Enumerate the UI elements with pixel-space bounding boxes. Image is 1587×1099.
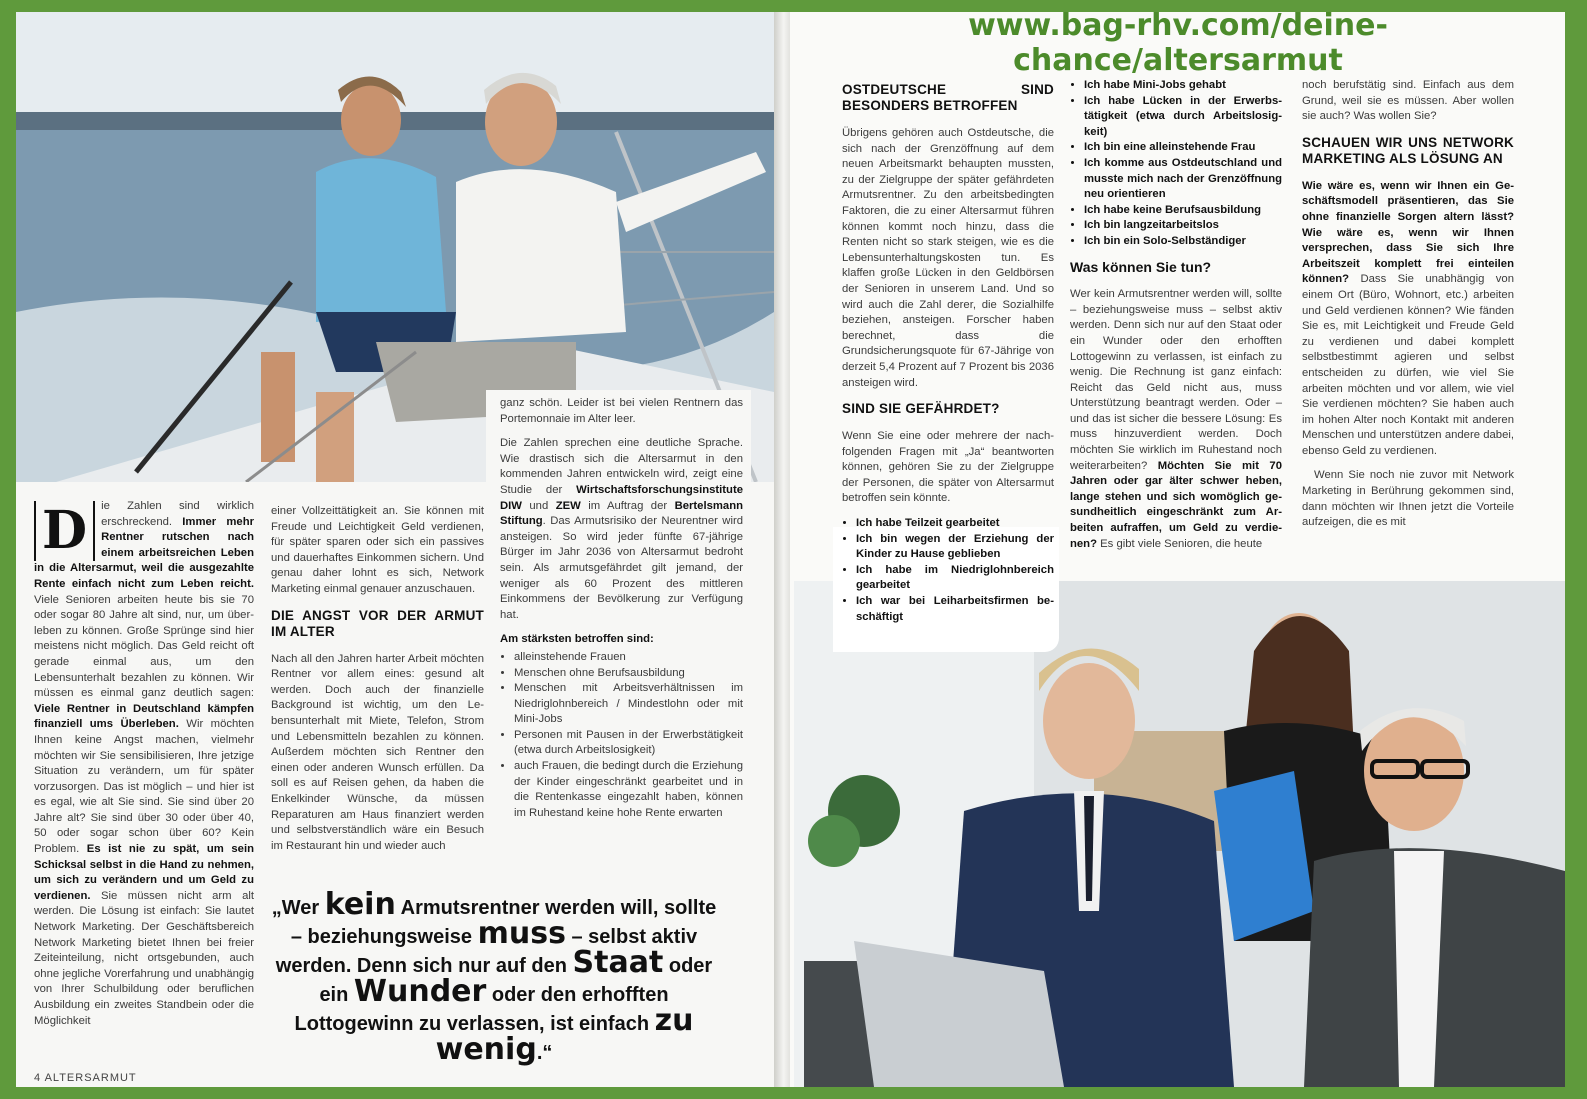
paragraph: einer Vollzeittätigkeit an. Sie können mit Freude und Leichtigkeit Geld verdienen, für später sparen oder sich ein passives und dauerhaftes Einkommen sichern. Und genau daher lohnt es sich, Network Marketing einmal genauer anzuschauen. (271, 505, 484, 595)
list-heading: Am stärksten betroffen sind: (500, 633, 654, 646)
office-scene-illustration (794, 581, 1565, 1087)
list-item: • Ich war bei Leiharbeitsfirmen beschäftigt (856, 594, 1054, 625)
article-column-5 (1070, 78, 1282, 561)
left-page (16, 12, 774, 1087)
paragraph: Übrigens gehören auch Ostdeutsche, die sich nach der Grenzöffnung auf dem neuen Arbeitsmarkt behaupten mussten, zu der Zielgruppe der später gefährdeten Armutsrentner. Zu den arbeitsbedingten Faktoren, die zu einer Altersarmut führen können kommt noch hinzu, dass die Renten nicht so stark steigen, wie es die Lebensunterhaltungskosten tun. Es klaffen große Lücken in den Geldbörsen der Senioren in unserem Land. Und so wird auch die Zahl derer, die Sozialhilfe beziehen, ansteigen. Forscher haben berechnet, dass die Grundsicherungsquote für 67-Jährige von derzeit 5,4 Prozent auf 7 Prozent bis 2036 ansteigen wird. (842, 127, 1054, 389)
paragraph: Wie wäre es, wenn wir Ihnen ein Geschäftsmodell präsentieren, das Sie ohne finanzielle Sorgen altern lässt? Wie wäre es, wenn wir Ihnen versprechen, dass Sie sich Ihre Arbeitszeit komplett frei einteilen können? Dass Sie unabhängig von einem Ort (Büro, Wohnort, etc.) arbeiten und Geld verdienen können? Wie fänden Sie es, mit Leichtigkeit und Freude Geld zu verdienen und dabei komplett selbstbestimmt agieren und selbst entscheiden zu dürfen, wie viel Sie arbeiten möchten und vor allem, wie viel Sie verdienen möchten? Sie haben auch im hohen Alter noch Kontakt mit anderen Menschen und unterstützen andere dabei, ebenso Geld zu verdienen. (1302, 179, 1514, 457)
list-item: • Ich habe Lücken in der Erwerbstätigkeit (etwa durch Arbeitslosigkeit) (1084, 94, 1282, 141)
right-page (790, 12, 1565, 1087)
list-item: • Menschen ohne Berufsausbildung (514, 666, 743, 682)
office-team-photo (794, 581, 1565, 1087)
list-item: • Ich habe im Niedriglohnbereich gearbeitet (856, 563, 1054, 594)
article-column-4 (842, 72, 1054, 633)
affected-groups-list (500, 650, 743, 822)
paragraph: ganz schön. Leider ist bei vielen Rentnern das Portemonnaie im Alter leer. (500, 397, 743, 425)
risk-questions-list-continued (1070, 78, 1282, 250)
article-column-3 (486, 390, 751, 829)
paragraph: Die Zahlen sprechen eine deutliche Sprache. Wie drastisch sich die Altersarmut in den kommenden Jahren entwickeln wird, zeigt eine Studie der Wirtschaftsforschungsinstitute DIW und ZEW im Auftrag der Bertelsmann Stiftung. Das Armutsrisiko der Neurentner wird ansteigen. So wird jeder fünfte 67-jährige Bürger im Jahr 2036 von Altersarmut bedroht sein. Als armutsgefährdet gilt jemand, der weniger als 60 Prozent des mittleren Einkommens der Bevölkerung zur Verfügung hat. (500, 437, 743, 621)
pull-quote: „Wer kein Armutsrentner werden will, sollte – beziehungsweise muss – selbst aktiv werden. Denn sich nur auf den Staat oder ein Wunder oder den erhofften Lottogewinn zu verlassen, ist einfach zu wenig.“ (271, 887, 717, 1067)
section-heading: DIE ANGST VOR DER ARMUT IM ALTER (271, 607, 484, 639)
risk-questions-list (842, 516, 1054, 625)
list-item: • Ich bin ein Solo-Selbständiger (1084, 234, 1282, 250)
section-heading: OSTDEUTSCHE SIND BESONDERS BETROFFEN (842, 82, 1054, 113)
list-item: • auch Frauen, die bedingt durch die Erziehung der Kinder eingeschränkt gearbeitet und in die Rentenkasse eingezahlt haben, können im Ruhestand keine hohe Rente erwarten (514, 759, 743, 821)
website-url: www.bag-rhv.com/deine-chance/altersarmut (968, 8, 1388, 78)
list-item: • Ich bin langzeitarbeitslos (1084, 218, 1282, 234)
list-item: • Ich habe Teilzeit gearbeitet (856, 516, 1054, 532)
paragraph: Wenn Sie noch nie zuvor mit Network Marketing in Berührung gekommen sind, dann möchten wir Ihnen jetzt die Vorteile aufzeigen, die es mit (1302, 469, 1514, 529)
list-item: • Ich bin eine alleinstehende Frau (1084, 140, 1282, 156)
page-gutter (774, 12, 790, 1087)
paragraph: Wenn Sie eine oder mehrere der nachfolgenden Fragen mit „Ja“ beantworten können, gehören Sie zu der Zielgruppe der Personen, die später von Altersarmut betroffen sein könnte. (842, 430, 1054, 505)
article-column-2 (271, 504, 484, 863)
list-item: • Menschen mit Arbeitsverhältnissen im Niedriglohnbereich / Mindestlohn oder mit Mini-Jobs (514, 681, 743, 728)
paragraph: Nach all den Jahren harter Arbeit möchten Rentner vor allem eines: gesund alt werden. Doch auch der finanzielle Background ist wichtig, um den Lebensunterhalt mit Miete, Telefon, Strom und Lebensmitteln bezahlen zu können. Außerdem möchten sich Rentner den einen oder anderen Wunsch erfüllen. Da soll es auf Reisen gehen, da haben die Enkelkinder Wünsche, da müssen Reparaturen am Haus finanziert werden und selbstverständlich wäre ein Besuch im Restaurant hin und wieder auch (271, 652, 484, 852)
article-column-6 (1302, 78, 1514, 540)
article-column-1 (34, 499, 254, 1038)
list-item: • alleinstehende Frauen (514, 650, 743, 666)
section-heading: SCHAUEN WIR UNS NETWORK MARKETING ALS LÖSUNG AN (1302, 134, 1514, 166)
page-footer: 4 ALTERSARMUT (34, 1072, 137, 1084)
drop-cap: D (34, 501, 95, 561)
section-heading: SIND SIE GEFÄHRDET? (842, 401, 1000, 417)
list-item: • Personen mit Pausen in der Erwerbstätigkeit (etwa durch Arbeitslosigkeit) (514, 728, 743, 759)
paragraph: Wer kein Armutsrentner werden will, sollte – beziehungsweise muss – selbst aktiv werden. Denn sich nur auf den Staat oder ein Wunder oder den erhofften Lottogewinn zu verlassen, ist einfach zu wenig. Die Rechnung ist ganz einfach: Reicht das Geld nicht aus, muss Unterstützung beantragt werden. Oder – und das ist sicher die bessere Lösung: Es muss hinzuverdient werden. Doch möchten Sie wirklich im Ruhestand noch weiterarbeiten? Möchten Sie mit 70 Jahren oder gar älter schwer heben, lange stehen und sich womöglich gesundheitlich eingeschränkt zum Arbeiten aufraffen, um Geld zu verdienen? Es gibt viele Senioren, die heute (1070, 288, 1282, 550)
list-item: • Ich bin wegen der Erziehung der Kinder zu Hause geblieben (856, 532, 1054, 563)
list-item: • Ich habe Mini-Jobs gehabt (1084, 78, 1282, 94)
intro-paragraph: ie Zahlen sind wirklich erschreckend. Immer mehr Rentner rutschen nach einem arbeitsreichen Leben in die Altersarmut, weil die ausgezahlte Rente einfach nicht zum Leben reicht. Viele Senioren arbeiten heute bis sie 70 oder sogar 80 Jahre alt sind, nur, um überleben zu können. Große Sprünge sind hier meistens nicht möglich. Das Geld reicht oft gerade einmal aus, um den Lebensunterhalt bezahlen zu können. Wir müssen es einmal ganz deutlich sagen: Viele Rentner in Deutschland kämpfen finanziell ums Überleben. Wir möchten Ihnen keine Angst machen, vielmehr möchten wir Sie sensibilisieren, Ihre jetzige Situation zu verändern, um für später vorzusorgen. Das ist möglich – und hier ist es egal, wie alt Sie sind. Sie sind über 20 Jahre alt? Sie sind über 30 oder über 40, 50 oder sogar schon über 60? Kein Problem. Es ist nie zu spät, um sein Schicksal selbst in die Hand zu nehmen, um sich zu verändern und um Geld zu verdienen. Sie müssen nicht arm alt werden. Die Lösung ist einfach: Sie lautet Network Marketing. Der Geschäftsbereich Network Marketing bietet Ihnen bei freier Zeiteinteilung, nicht ortsgebunden, auch ohne jegliche Vorerfahrung und unabhängig von Ihrer Schulbildung oder beruflichen Ausbildung ein zweites Standbein oder die Möglichkeit (34, 500, 255, 1027)
paragraph: noch berufstätig sind. Einfach aus dem Grund, weil sie es müssen. Aber wollen sie auch? Was wollen Sie? (1302, 79, 1514, 123)
list-item: • Ich komme aus Ostdeutschland und musste mich nach der Grenzöffnung neu orientieren (1084, 156, 1282, 203)
section-heading: Was können Sie tun? (1070, 258, 1212, 275)
list-item: • Ich habe keine Berufsausbildung (1084, 203, 1282, 219)
